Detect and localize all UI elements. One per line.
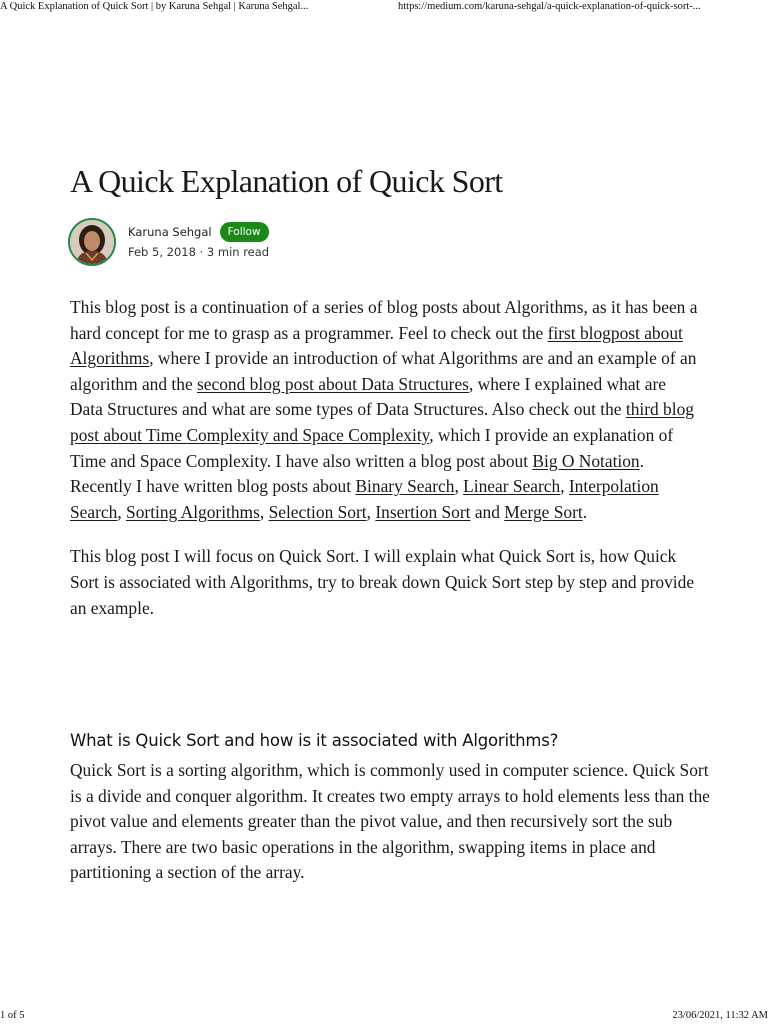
article <box>70 160 700 621</box>
follow-button[interactable]: Follow <box>220 222 269 242</box>
print-datetime: 23/06/2021, 11:32 AM <box>672 1010 768 1021</box>
author-row <box>128 222 269 242</box>
text-run: , <box>259 501 269 522</box>
link-insertion-sort[interactable]: Insertion Sort <box>375 501 471 522</box>
meta-separator: · <box>195 245 207 259</box>
print-header <box>0 0 768 16</box>
link-selection-sort[interactable]: Selection Sort <box>268 501 367 522</box>
post-meta <box>128 245 269 259</box>
section-heading: What is Quick Sort and how is it associated with Algorithms? <box>70 731 559 750</box>
article-title: A Quick Explanation of Quick Sort <box>70 163 503 199</box>
text-run: . Recently I have written blog posts about <box>70 450 644 497</box>
publish-date: Feb 5, 2018 <box>128 245 196 259</box>
text-run: , where I provide an introduction of what Algorithms are and an example of an algorithm and the <box>70 348 697 394</box>
link-interpolation-search[interactable]: Interpolation Search <box>70 476 659 522</box>
link-sorting-algorithms[interactable]: Sorting Algorithms <box>126 501 260 522</box>
link-big-o-notation[interactable]: Big O Notation <box>532 450 640 471</box>
author-avatar[interactable] <box>68 218 116 266</box>
text-run: , which I provide an explanation of Time and Space Complexity. I have also written a blog post about <box>70 424 674 471</box>
author-name[interactable]: Karuna Sehgal <box>128 225 212 239</box>
print-footer <box>0 1010 768 1024</box>
text-run: , <box>560 476 569 497</box>
quick-sort-paragraph: Quick Sort is a sorting algorithm, which is commonly used in computer science. Quick Sort is a divide and conquer algorithm. It creates two empty arrays to hold elements less than the pivot value and elements greater than the pivot value, and then recursively sort the sub arrays. There are two basic operations in the algorithm, swapping items in place and partitioning a section of the array. <box>70 760 710 883</box>
text-run: , <box>117 501 127 522</box>
text-run: , <box>366 501 376 522</box>
intro-paragraph <box>70 295 700 525</box>
read-time: 3 min read <box>206 245 270 259</box>
author-portrait-icon <box>70 220 114 264</box>
byline <box>70 218 700 268</box>
print-header-title: A Quick Explanation of Quick Sort | by Karuna Sehgal | Karuna Sehgal... <box>0 1 309 12</box>
text-run: . <box>582 501 588 522</box>
text-run: This blog post is a continuation of a series of blog posts about Algorithms, as it has been a hard concept for me to grasp as a programmer. Feel to check out the <box>70 297 698 343</box>
link-second-blogpost-data-structures[interactable]: second blog post about Data Structures <box>197 373 469 394</box>
link-third-blogpost-complexity[interactable]: third blog post about Time Complexity and Space Complexity <box>70 399 694 445</box>
text-run: , <box>454 476 464 497</box>
page-number: 1 of 5 <box>0 1010 25 1021</box>
link-binary-search[interactable]: Binary Search <box>355 476 455 497</box>
focus-paragraph: This blog post I will focus on Quick Sort. I will explain what Quick Sort is, how Quick Sort is associated with Algorithms, try to break down Quick Sort step by step and provide an example. <box>70 546 695 618</box>
link-linear-search[interactable]: Linear Search <box>463 476 561 497</box>
link-first-blogpost-algorithms[interactable]: first blogpost about Algorithms <box>70 322 683 369</box>
text-run: , where I explained what are Data Structures and what are some types of Data Structures. Also check out the <box>70 373 666 420</box>
link-merge-sort[interactable]: Merge Sort <box>504 501 583 522</box>
text-run: and <box>470 501 505 522</box>
print-header-url: https://medium.com/karuna-sehgal/a-quick-explanation-of-quick-sort-... <box>398 1 701 12</box>
